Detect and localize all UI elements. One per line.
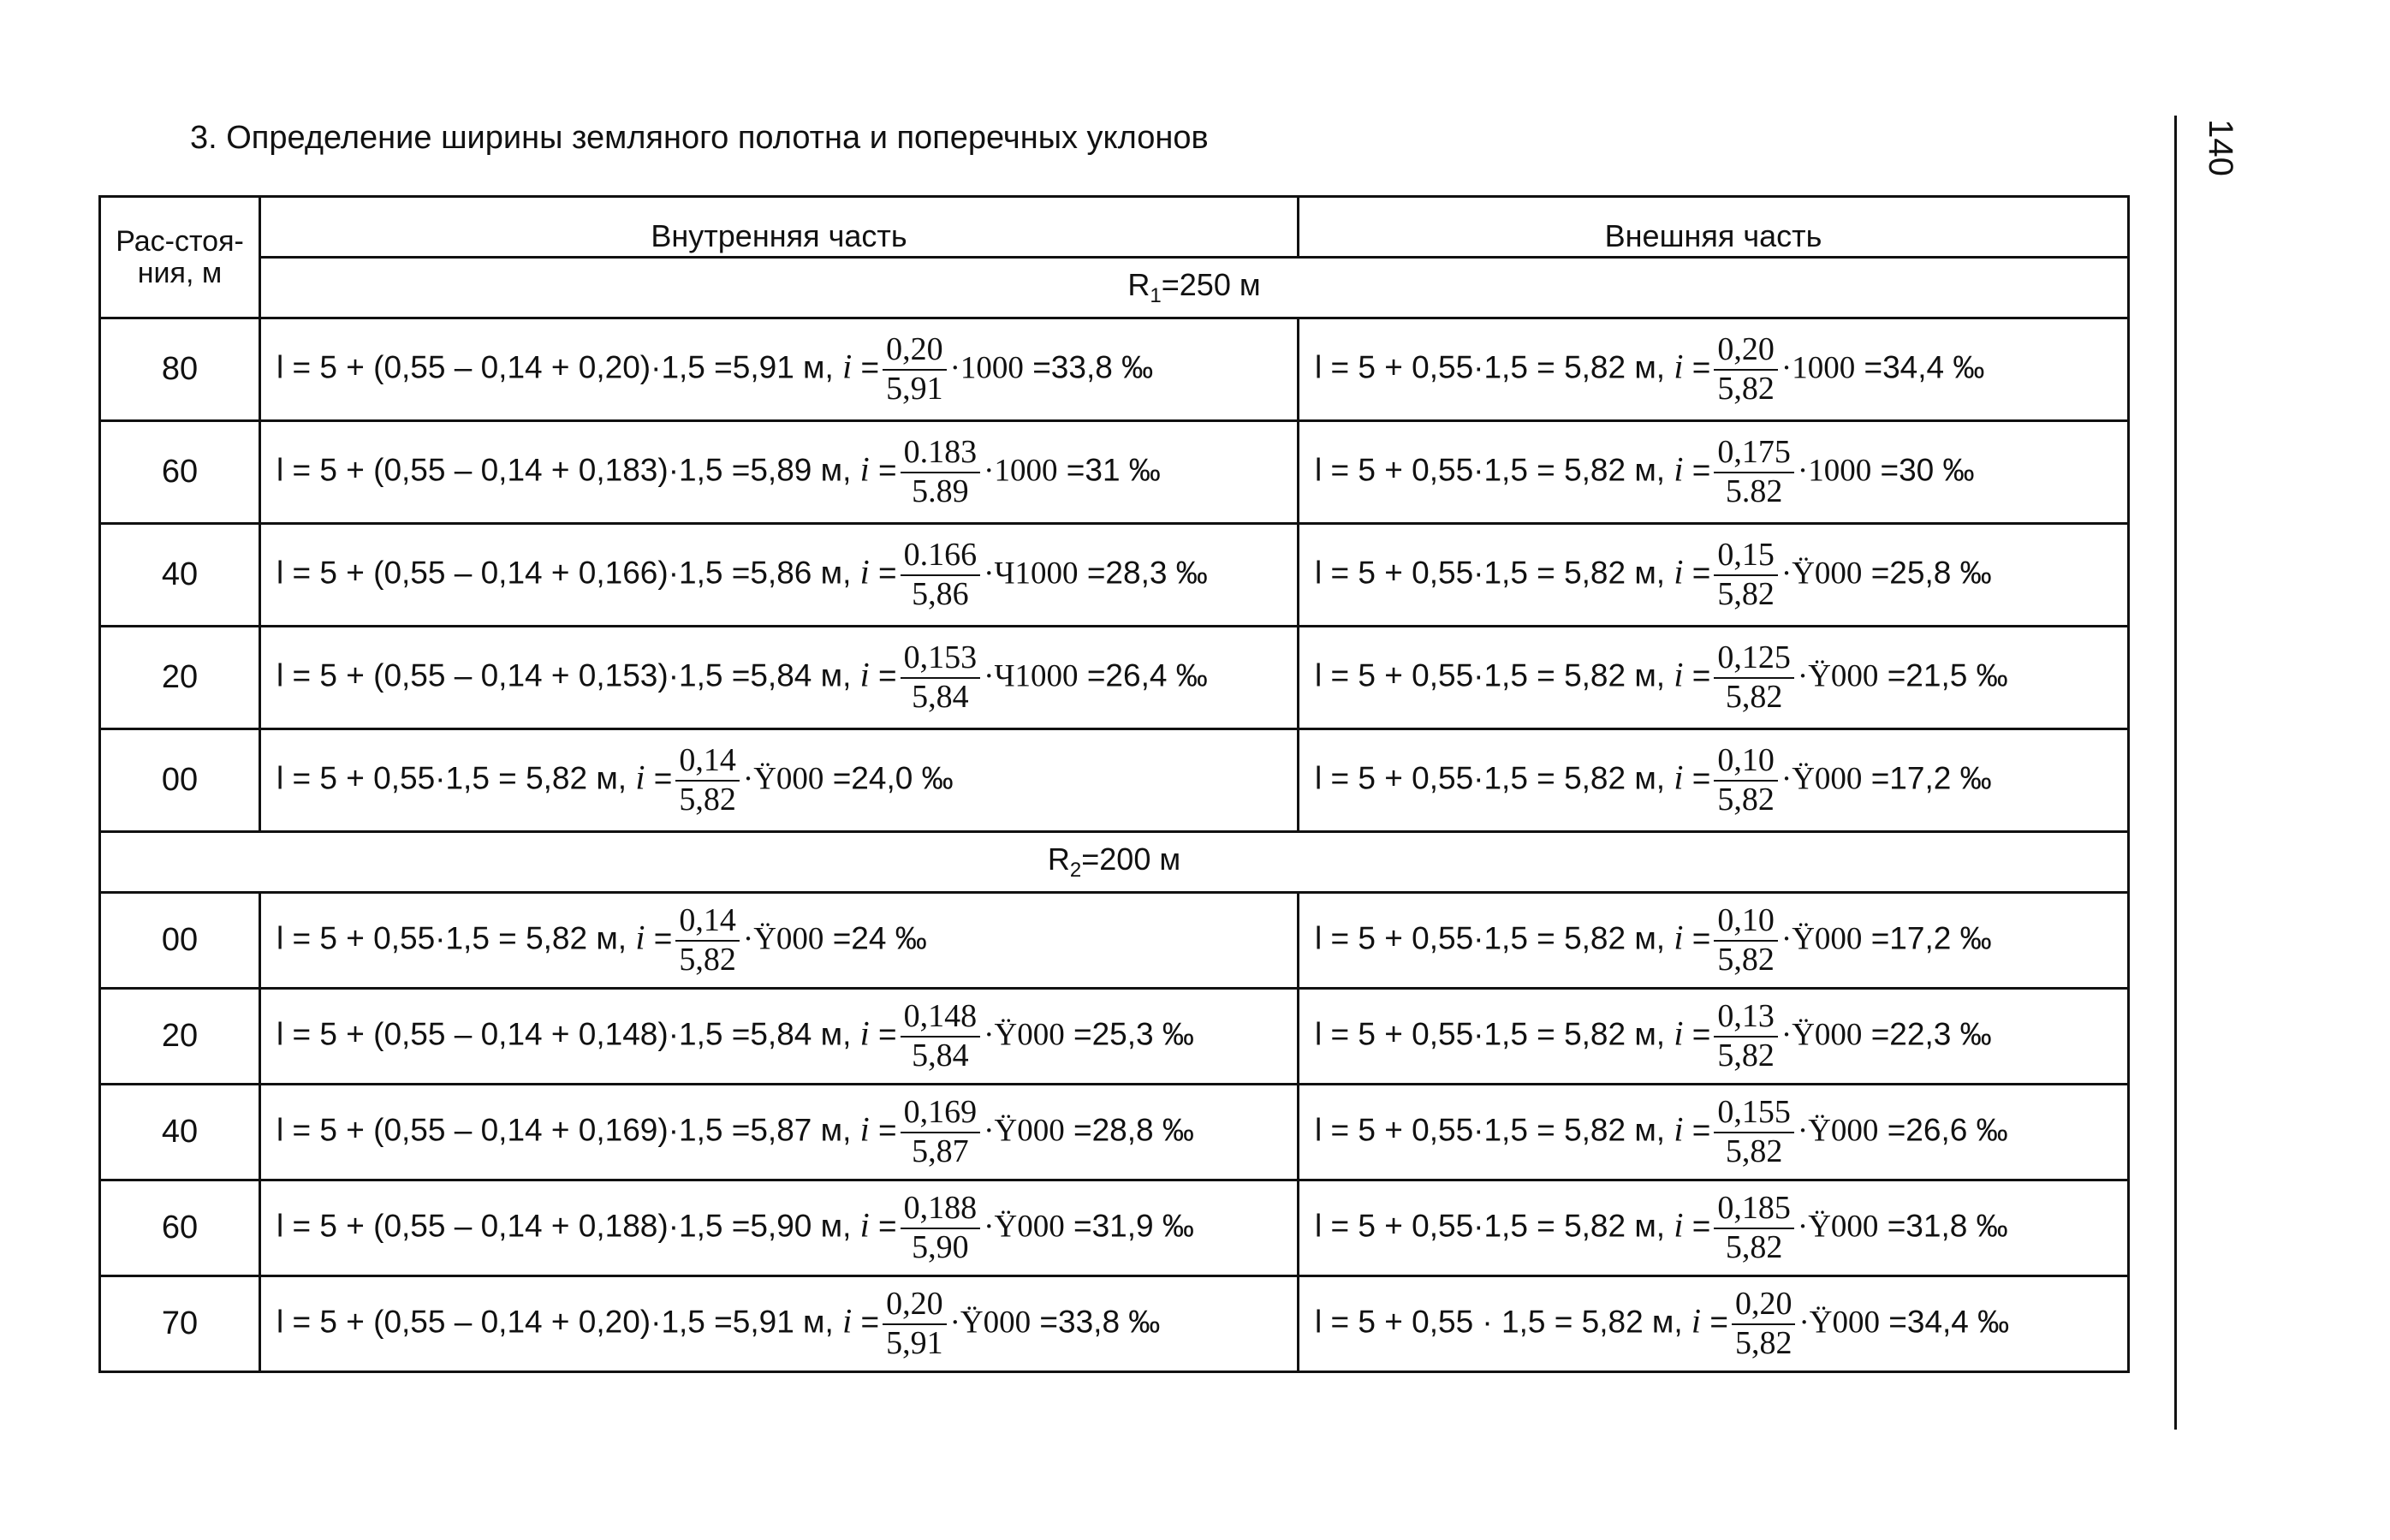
inner-formula-cell: l = 5 + (0,55 – 0,14 + 0,169)·1,5 =5,87 м, i = $\frac{0,169}{5,87}$ ·Ÿ000 =28,8 ‰ <box>260 1085 1299 1180</box>
slope-fraction <box>883 330 947 407</box>
slope-result: =34,4 ‰ <box>1888 1304 2010 1340</box>
slope-symbol: i <box>859 655 870 694</box>
outer-formula-cell: l = 5 + 0,55·1,5 = 5,82 м, i = $\frac{0,15}{5,82}$ ·Ÿ000 =25,8 ‰ <box>1299 524 2129 627</box>
slope-fraction <box>1714 641 1794 715</box>
slope-fraction <box>1714 1189 1794 1265</box>
multiplier: ·Ÿ000 <box>984 1209 1065 1245</box>
fraction-numerator: 0,20 <box>883 333 947 371</box>
fraction-numerator: 0,169 <box>901 1096 981 1133</box>
slope-symbol: i <box>1674 552 1684 592</box>
table-row <box>100 729 2129 832</box>
slope-fraction <box>1714 330 1778 407</box>
radius-subscript: 2 <box>1069 859 1082 883</box>
slope-fraction <box>901 997 981 1073</box>
inner-formula-cell: l = 5 + (0,55 – 0,14 + 0,148)·1,5 =5,84 м, i = $\frac{0,148}{5,84}$ ·Ÿ000 =25,3 ‰ <box>260 989 1299 1085</box>
width-formula: l = 5 + (0,55 – 0,14 + 0,166)·1,5 =5,86 м, <box>276 555 852 591</box>
slope-fraction <box>1714 901 1778 978</box>
fraction-numerator: 0,188 <box>901 1192 981 1229</box>
fraction-denominator: 5,90 <box>912 1228 969 1265</box>
fraction-numerator: 0,185 <box>1714 1192 1794 1229</box>
table-row <box>100 1085 2129 1180</box>
slope-result: =30 ‰ <box>1880 452 1975 488</box>
width-formula: l = 5 + (0,55 – 0,14 + 0,183)·1,5 =5,89 м, <box>276 452 852 488</box>
page-number: 140 <box>2201 119 2239 176</box>
slope-result: =28,3 ‰ <box>1086 555 1208 591</box>
slope-symbol: i <box>1674 1205 1684 1245</box>
radius-cell <box>100 832 2129 893</box>
slope-fraction <box>883 1287 947 1361</box>
slope-fraction <box>901 1093 981 1169</box>
slope-result: =31 ‰ <box>1066 452 1161 488</box>
multiplier: ·Ÿ000 <box>1781 1017 1863 1053</box>
fraction-denominator: 5,87 <box>912 1133 969 1169</box>
slope-result: =33,8 ‰ <box>1032 349 1154 385</box>
table-row <box>100 893 2129 989</box>
slope-symbol: i <box>1674 347 1684 386</box>
fraction-denominator: 5,82 <box>1717 1037 1775 1073</box>
fraction-numerator: 0,13 <box>1714 1000 1778 1038</box>
outer-formula-cell: l = 5 + 0,55·1,5 = 5,82 м, i = $\frac{0,13}{5,82}$ ·Ÿ000 =22,3 ‰ <box>1299 989 2129 1085</box>
slope-symbol: i <box>1674 758 1684 797</box>
slope-symbol: i <box>1674 1014 1684 1053</box>
table-body <box>100 197 2129 1372</box>
slope-symbol: i <box>842 1301 853 1341</box>
multiplier: ·Ÿ000 <box>1781 556 1863 592</box>
slope-symbol: i <box>635 758 645 797</box>
fraction-numerator: 0,10 <box>1714 744 1778 782</box>
slope-symbol: i <box>635 918 645 957</box>
fraction-numerator: 0,14 <box>675 904 740 942</box>
table-row <box>100 989 2129 1085</box>
multiplier: ·Ÿ000 <box>742 921 824 957</box>
fraction-denominator: 5,82 <box>1717 575 1775 612</box>
width-formula: l = 5 + 0,55·1,5 = 5,82 м, <box>276 920 627 956</box>
multiplier: ·Ч1000 <box>984 658 1079 694</box>
outer-formula-cell: l = 5 + 0,55·1,5 = 5,82 м, i = $\frac{0,155}{5,82}$ ·Ÿ000 =26,6 ‰ <box>1299 1085 2129 1180</box>
multiplier: ·Ÿ000 <box>742 761 824 797</box>
slope-fraction <box>675 901 740 978</box>
table-row <box>100 627 2129 729</box>
slope-fraction <box>1714 741 1778 818</box>
slope-symbol: i <box>859 1205 870 1245</box>
radius-row <box>100 258 2129 318</box>
inner-part-header: Внутренняя часть <box>260 197 1299 258</box>
width-formula: l = 5 + 0,55·1,5 = 5,82 м, <box>1315 657 1666 693</box>
inner-formula-cell: l = 5 + (0,55 – 0,14 + 0,20)·1,5 =5,91 м, i = $\frac{0,20}{5,91}$ ·1000 =33,8 ‰ <box>260 318 1299 421</box>
distance-cell: 40 <box>100 1085 260 1180</box>
multiplier: ·Ÿ000 <box>949 1305 1032 1341</box>
fraction-denominator: 5,82 <box>1717 781 1775 818</box>
fraction-denominator: 5,82 <box>1717 941 1775 978</box>
radius-label: R <box>1127 266 1150 302</box>
slope-fraction <box>1714 433 1794 509</box>
slope-fraction <box>901 538 981 612</box>
inner-formula-cell: l = 5 + (0,55 – 0,14 + 0,153)·1,5 =5,84 м, i = $\frac{0,153}{5,84}$ ·Ч1000 =26,4 ‰ <box>260 627 1299 729</box>
radius-value: =250 м <box>1161 266 1261 302</box>
multiplier: ·Ÿ000 <box>984 1113 1065 1149</box>
width-formula: l = 5 + (0,55 – 0,14 + 0,169)·1,5 =5,87 м, <box>276 1112 852 1148</box>
width-formula: l = 5 + 0,55·1,5 = 5,82 м, <box>1315 452 1666 488</box>
inner-formula-cell: l = 5 + (0,55 – 0,14 + 0,188)·1,5 =5,90 м, i = $\frac{0,188}{5,90}$ ·Ÿ000 =31,9 ‰ <box>260 1180 1299 1276</box>
outer-formula-cell: l = 5 + 0,55·1,5 = 5,82 м, i = $\frac{0,20}{5,82}$ ·1000 =34,4 ‰ <box>1299 318 2129 421</box>
table-row <box>100 421 2129 524</box>
distance-cell: 20 <box>100 989 260 1085</box>
width-formula: l = 5 + (0,55 – 0,14 + 0,20)·1,5 =5,91 м, <box>276 349 834 385</box>
distance-cell: 80 <box>100 318 260 421</box>
fraction-denominator: 5,91 <box>886 370 943 407</box>
slope-symbol: i <box>1674 655 1684 694</box>
fraction-numerator: 0,14 <box>675 744 740 782</box>
outer-part-header: Внешняя часть <box>1299 197 2129 258</box>
inner-formula-cell: l = 5 + (0,55 – 0,14 + 0,166)·1,5 =5,86 м, i = $\frac{0.166}{5,86}$ ·Ч1000 =28,3 ‰ <box>260 524 1299 627</box>
width-formula: l = 5 + 0,55·1,5 = 5,82 м, <box>1315 1016 1666 1052</box>
fraction-numerator: 0.183 <box>901 436 981 473</box>
slope-result: =25,8 ‰ <box>1870 555 1992 591</box>
distance-cell: 60 <box>100 1180 260 1276</box>
page-heading: 3. Определение ширины земляного полотна и поперечных уклонов <box>190 120 1209 156</box>
multiplier: ·1000 <box>1797 453 1872 489</box>
slope-result: =26,6 ‰ <box>1887 1112 2008 1148</box>
fraction-denominator: 5,91 <box>886 1324 943 1361</box>
multiplier: ·Ÿ000 <box>1797 658 1879 694</box>
fraction-numerator: 0,20 <box>1732 1287 1796 1325</box>
inner-formula-cell: l = 5 + 0,55·1,5 = 5,82 м, i = $\frac{0,14}{5,82}$ ·Ÿ000 =24 ‰ <box>260 893 1299 989</box>
multiplier: ·1000 <box>1781 350 1856 386</box>
multiplier: ·Ч1000 <box>984 556 1079 592</box>
distance-cell: 40 <box>100 524 260 627</box>
slope-fraction <box>1714 1093 1794 1169</box>
fraction-numerator: 0,153 <box>901 641 981 679</box>
fraction-denominator: 5.82 <box>1725 473 1783 509</box>
distance-cell: 70 <box>100 1276 260 1372</box>
width-formula: l = 5 + 0,55·1,5 = 5,82 м, <box>1315 1208 1666 1244</box>
fraction-numerator: 0,148 <box>901 1000 981 1038</box>
slope-result: =24 ‰ <box>832 920 927 956</box>
fraction-numerator: 0,15 <box>1714 538 1778 576</box>
multiplier: ·1000 <box>949 350 1024 386</box>
radius-subscript: 1 <box>1150 284 1162 308</box>
fraction-numerator: 0,20 <box>1714 333 1778 371</box>
width-formula: l = 5 + 0,55·1,5 = 5,82 м, <box>1315 555 1666 591</box>
slope-symbol: i <box>842 347 853 386</box>
distance-cell: 60 <box>100 421 260 524</box>
width-formula: l = 5 + 0,55·1,5 = 5,82 м, <box>1315 349 1666 385</box>
radius-row <box>100 832 2129 893</box>
width-formula: l = 5 + 0,55·1,5 = 5,82 м, <box>1315 920 1666 956</box>
slope-symbol: i <box>859 552 870 592</box>
table-row <box>100 1180 2129 1276</box>
margin-rule <box>2174 116 2177 1430</box>
slope-symbol: i <box>1691 1301 1702 1341</box>
width-formula: l = 5 + 0,55·1,5 = 5,82 м, <box>1315 760 1666 796</box>
width-formula: l = 5 + (0,55 – 0,14 + 0,20)·1,5 =5,91 м, <box>276 1304 834 1340</box>
fraction-numerator: 0,175 <box>1714 436 1794 473</box>
slope-symbol: i <box>859 1109 870 1149</box>
multiplier: ·Ÿ000 <box>1798 1305 1880 1341</box>
width-formula: l = 5 + 0,55·1,5 = 5,82 м, <box>276 760 627 796</box>
distance-header: Рас-стоя-ния, м <box>100 197 260 318</box>
fraction-denominator: 5,82 <box>679 781 736 818</box>
calculation-table <box>98 195 2130 1373</box>
slope-result: =31,9 ‰ <box>1073 1208 1194 1244</box>
slope-result: =26,4 ‰ <box>1086 657 1208 693</box>
radius-label: R <box>1047 841 1070 877</box>
fraction-denominator: 5,82 <box>1725 1133 1783 1169</box>
slope-result: =25,3 ‰ <box>1073 1016 1194 1052</box>
slope-result: =17,2 ‰ <box>1870 920 1992 956</box>
outer-formula-cell: l = 5 + 0,55·1,5 = 5,82 м, i = $\frac{0,10}{5,82}$ ·Ÿ000 =17,2 ‰ <box>1299 729 2129 832</box>
fraction-denominator: 5,84 <box>912 678 969 715</box>
fraction-numerator: 0,125 <box>1714 641 1794 679</box>
radius-value: =200 м <box>1081 841 1181 877</box>
fraction-denominator: 5,82 <box>679 941 736 978</box>
width-formula: l = 5 + 0,55 · 1,5 = 5,82 м, <box>1315 1304 1683 1340</box>
slope-symbol: i <box>859 1014 870 1053</box>
slope-fraction <box>901 1189 981 1265</box>
outer-formula-cell: l = 5 + 0,55·1,5 = 5,82 м, i = $\frac{0,125}{5,82}$ ·Ÿ000 =21,5 ‰ <box>1299 627 2129 729</box>
slope-symbol: i <box>1674 918 1684 957</box>
fraction-denominator: 5,82 <box>1734 1324 1792 1361</box>
table-row <box>100 318 2129 421</box>
fraction-numerator: 0,10 <box>1714 904 1778 942</box>
fraction-denominator: 5,82 <box>1717 370 1775 407</box>
slope-result: =33,8 ‰ <box>1039 1304 1161 1340</box>
multiplier: ·Ÿ000 <box>1797 1209 1879 1245</box>
slope-result: =34,4 ‰ <box>1864 349 1985 385</box>
slope-result: =31,8 ‰ <box>1887 1208 2008 1244</box>
multiplier: ·1000 <box>984 453 1058 489</box>
slope-result: =22,3 ‰ <box>1870 1016 1992 1052</box>
inner-formula-cell: l = 5 + 0,55·1,5 = 5,82 м, i = $\frac{0,14}{5,82}$ ·Ÿ000 =24,0 ‰ <box>260 729 1299 832</box>
slope-fraction <box>1714 538 1778 612</box>
slope-symbol: i <box>1674 1109 1684 1149</box>
fraction-numerator: 0.166 <box>901 538 981 576</box>
inner-formula-cell: l = 5 + (0,55 – 0,14 + 0,20)·1,5 =5,91 м, i = $\frac{0,20}{5,91}$ ·Ÿ000 =33,8 ‰ <box>260 1276 1299 1372</box>
slope-fraction <box>675 741 740 818</box>
multiplier: ·Ÿ000 <box>984 1017 1065 1053</box>
distance-cell: 20 <box>100 627 260 729</box>
distance-cell: 00 <box>100 729 260 832</box>
fraction-denominator: 5,86 <box>912 575 969 612</box>
multiplier: ·Ÿ000 <box>1781 921 1863 957</box>
outer-formula-cell: l = 5 + 0,55·1,5 = 5,82 м, i = $\frac{0,10}{5,82}$ ·Ÿ000 =17,2 ‰ <box>1299 893 2129 989</box>
fraction-numerator: 0,155 <box>1714 1096 1794 1133</box>
slope-result: =24,0 ‰ <box>832 760 954 796</box>
multiplier: ·Ÿ000 <box>1797 1113 1879 1149</box>
width-formula: l = 5 + 0,55·1,5 = 5,82 м, <box>1315 1112 1666 1148</box>
fraction-denominator: 5,82 <box>1725 1228 1783 1265</box>
slope-result: =28,8 ‰ <box>1073 1112 1194 1148</box>
fraction-denominator: 5.89 <box>912 473 969 509</box>
fraction-denominator: 5,84 <box>912 1037 969 1073</box>
table-row <box>100 1276 2129 1372</box>
slope-fraction <box>1714 997 1778 1073</box>
fraction-numerator: 0,20 <box>883 1287 947 1325</box>
outer-formula-cell: l = 5 + 0,55·1,5 = 5,82 м, i = $\frac{0,175}{5.82}$ ·1000 =30 ‰ <box>1299 421 2129 524</box>
header-row <box>100 197 2129 258</box>
slope-fraction <box>1732 1287 1796 1361</box>
fraction-denominator: 5,82 <box>1725 678 1783 715</box>
outer-formula-cell: l = 5 + 0,55·1,5 = 5,82 м, i = $\frac{0,185}{5,82}$ ·Ÿ000 =31,8 ‰ <box>1299 1180 2129 1276</box>
outer-formula-cell: l = 5 + 0,55 · 1,5 = 5,82 м, i = $\frac{0,20}{5,82}$ ·Ÿ000 =34,4 ‰ <box>1299 1276 2129 1372</box>
slope-result: =21,5 ‰ <box>1887 657 2008 693</box>
slope-fraction <box>901 641 981 715</box>
width-formula: l = 5 + (0,55 – 0,14 + 0,153)·1,5 =5,84 м, <box>276 657 852 693</box>
inner-formula-cell: l = 5 + (0,55 – 0,14 + 0,183)·1,5 =5,89 м, i = $\frac{0.183}{5.89}$ ·1000 =31 ‰ <box>260 421 1299 524</box>
slope-fraction <box>901 433 981 509</box>
multiplier: ·Ÿ000 <box>1781 761 1863 797</box>
table-row <box>100 524 2129 627</box>
slope-symbol: i <box>1674 449 1684 489</box>
slope-symbol: i <box>859 449 870 489</box>
width-formula: l = 5 + (0,55 – 0,14 + 0,148)·1,5 =5,84 м, <box>276 1016 852 1052</box>
distance-cell: 00 <box>100 893 260 989</box>
slope-result: =17,2 ‰ <box>1870 760 1992 796</box>
width-formula: l = 5 + (0,55 – 0,14 + 0,188)·1,5 =5,90 м, <box>276 1208 852 1244</box>
radius-cell <box>260 258 2129 318</box>
